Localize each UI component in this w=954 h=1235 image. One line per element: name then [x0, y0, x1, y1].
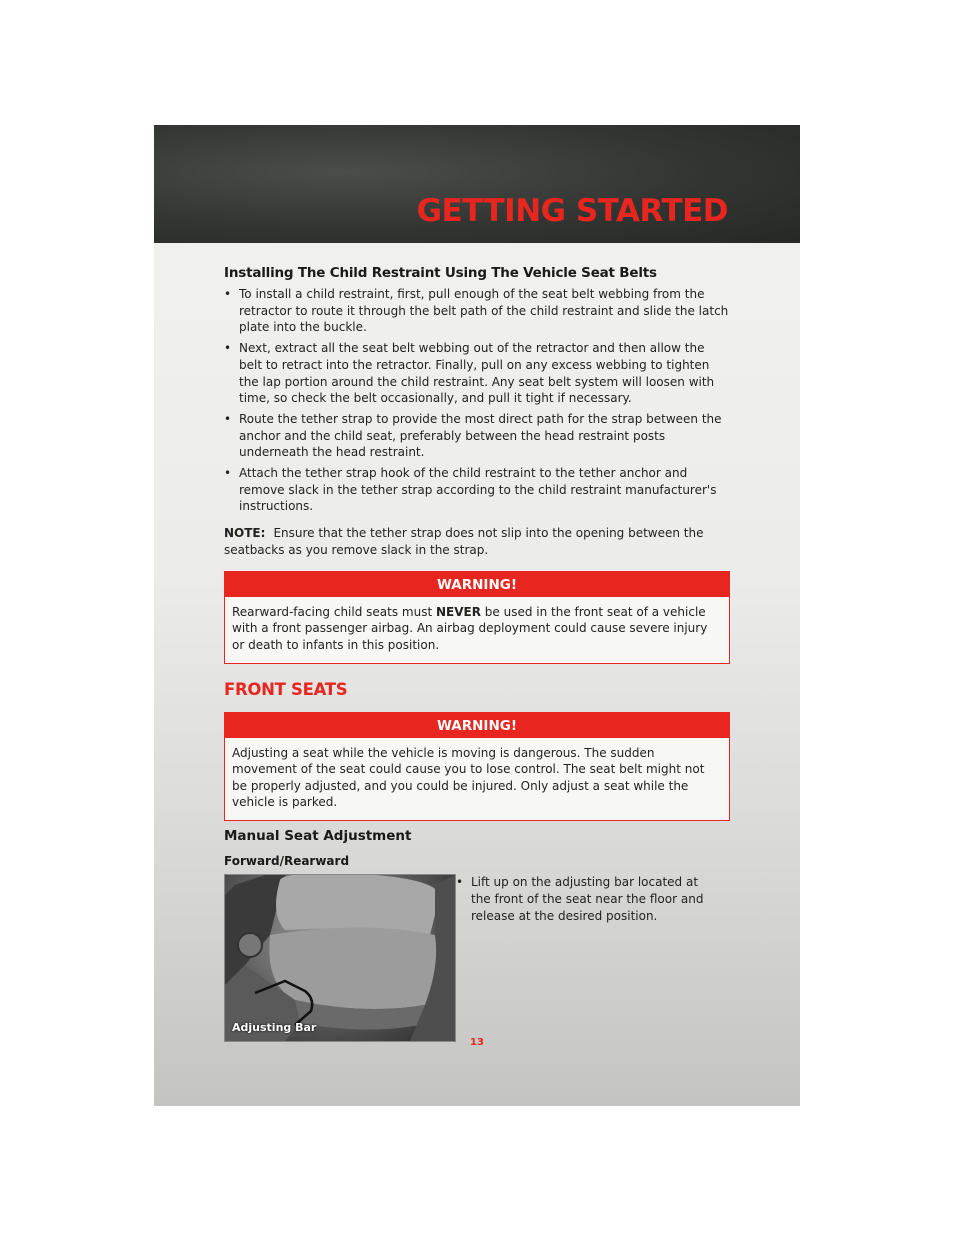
- child-restraint-heading: Installing The Child Restraint Using The Vehicle Seat Belts: [224, 265, 657, 281]
- photo-label: Adjusting Bar: [232, 1021, 317, 1035]
- seat-adjustment-row: [224, 874, 730, 1042]
- bullet-icon: •: [224, 466, 232, 481]
- bullet-icon: •: [224, 411, 232, 426]
- warning-text: Rearward-facing child seats must NEVER be used in the front seat of a vehicle with a front passenger airbag. An airbag deployment could cause severe injury or death to infants in this position.: [232, 605, 708, 652]
- warning-box-front-seats: [224, 712, 730, 821]
- warning-title: WARNING!: [225, 713, 729, 738]
- seat-photo: [224, 874, 456, 1042]
- child-restraint-bullets: [224, 286, 730, 515]
- list-item: • Route the tether strap to provide the most direct path for the strap between the anchor and the child seat, preferably between the head restraint posts underneath the head restraint.: [224, 411, 722, 460]
- manual-seat-adjustment-heading: Manual Seat Adjustment: [224, 828, 412, 845]
- page-title: GETTING STARTED: [416, 193, 728, 229]
- page-content: [224, 265, 730, 1042]
- list-item: • Attach the tether strap hook of the child restraint to the tether anchor and remove slack in the tether strap according to the child restraint manufacturer's instructions.: [224, 466, 717, 514]
- list-item: • To install a child restraint, first, pull enough of the seat belt webbing from the retractor to route it through the belt path of the child restraint and slide the latch plate into the buckle.: [224, 287, 729, 335]
- page-number: 13: [470, 1037, 484, 1048]
- manual-page: [154, 125, 800, 1106]
- list-item: • Next, extract all the seat belt webbing out of the retractor and then allow the belt to retract into the retractor. Finally, pull on any excess webbing to tighten the lap portion around the child restraint. Any seat belt system will loosen with time, so check the belt occasionally, and pull it tight if necessary.: [224, 341, 715, 406]
- list-item: • Lift up on the adjusting bar located at the front of the seat near the floor and release at the desired position.: [456, 875, 704, 923]
- note-label: NOTE:: [224, 526, 266, 541]
- seat-adjustment-bullets: [456, 874, 718, 1042]
- front-seats-heading: FRONT SEATS: [224, 680, 348, 700]
- warning-title: WARNING!: [225, 572, 729, 597]
- bullet-icon: •: [224, 341, 232, 356]
- warning-text: Adjusting a seat while the vehicle is moving is dangerous. The sudden movement of the seat could cause you to lose control. The seat belt might not be properly adjusted, and you could be injured. Only adjust a seat while the vehicle is parked.: [232, 746, 705, 809]
- warning-box-child-seat: [224, 571, 730, 664]
- seat-illustration: [225, 875, 455, 1041]
- note-text: Ensure that the tether strap does not slip into the opening between the seatbacks as you remove slack in the strap.: [224, 526, 704, 557]
- note: [224, 525, 730, 558]
- bullet-icon: •: [456, 875, 464, 890]
- forward-rearward-heading: Forward/Rearward: [224, 854, 350, 869]
- page-header: [154, 125, 800, 243]
- bullet-icon: •: [224, 287, 232, 301]
